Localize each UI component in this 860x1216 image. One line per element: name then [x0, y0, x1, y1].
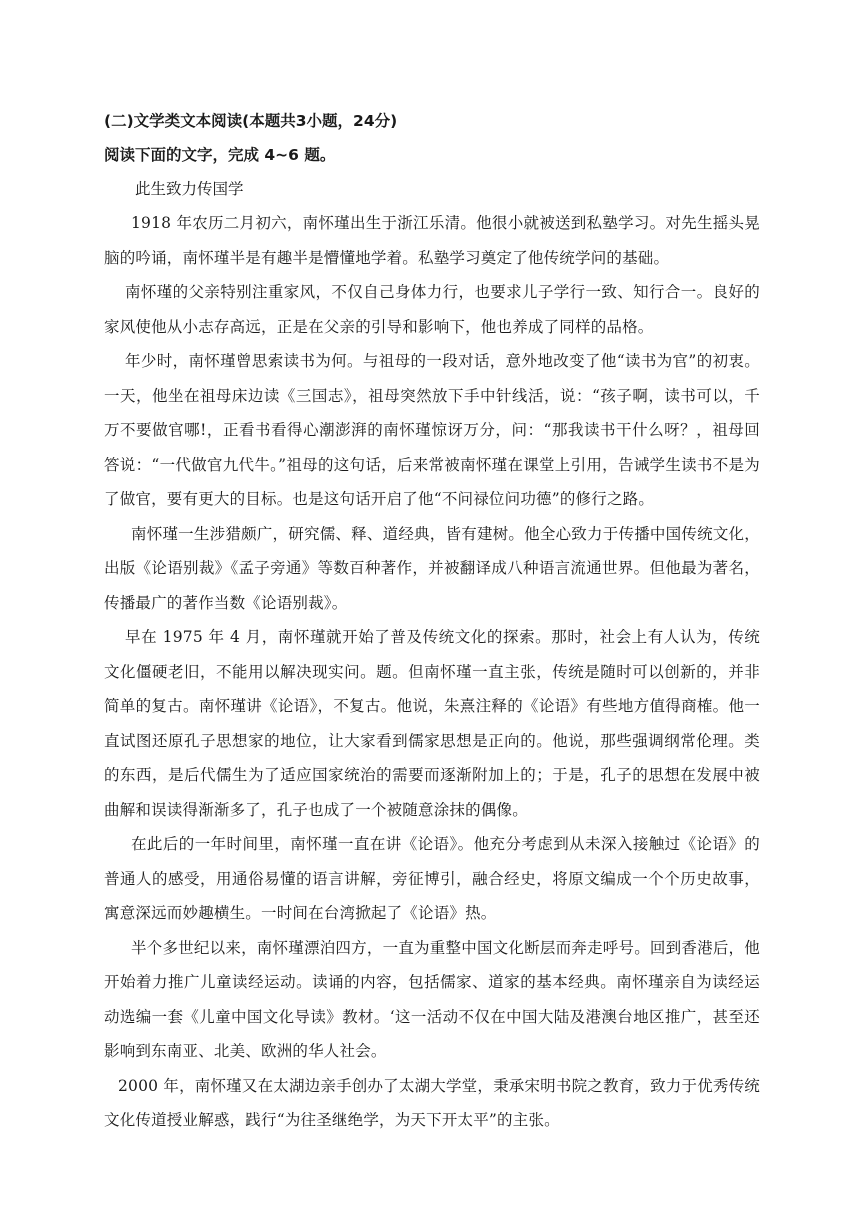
section-heading: (二)文学类文本阅读(本题共3小题，24分) [104, 112, 398, 130]
article-title: 此生致力传国学 [135, 180, 244, 198]
paragraph-lunyu-lectures: 在此后的一年时间里，南怀瑾一直在讲《论语》。他充分考虑到从未深入接触过《论语》的普通人的感受，用通俗易懂的语言讲解，旁征博引，融合经史，将原文编成一个个历史故事，寓意深远而妙趣横生。一时间在台湾掀起了《论语》热。 [104, 835, 760, 922]
paragraph-children-reading: 半个多世纪以来，南怀瑾漂泊四方，一直为重整中国文化断层而奔走呼号。回到香港后，他开始着力推广儿童读经运动。读诵的内容，包括儒家、道家的基本经典。南怀瑾亲自为读经运动选编一套《儿童中国文化导读》教材。‘这一活动不仅在中国大陆及港澳台地区推广，甚至还影响到东南亚、北美、欧洲的华人社会。 [104, 938, 760, 1060]
paragraph-1975: 早在 1975 年 4 月，南怀瑾就开始了普及传统文化的探索。那时，社会上有人认为，传统文化僵硬老旧，不能用以解决现实问。题。但南怀瑾一直主张，传统是随时可以创新的，并非简单的复古。南怀瑾讲《论语》，不复古。他说，朱熹注释的《论语》有些地方值得商榷。他一直试图还原孔子思想家的地位，让大家看到儒家思想是正向的。他说，那些强调纲常伦理。类的东西，是后代儒生为了适应国家统治的需要而逐渐附加上的；于是，孔子的思想在发展中被曲解和误读得渐渐多了，孔子也成了一个被随意涂抹的偶像。 [104, 628, 760, 819]
paragraph-birth: 1918 年农历二月初六，南怀瑾出生于浙江乐清。他很小就被送到私塾学习。对先生摇头晃脑的吟诵，南怀瑾半是有趣半是懵懂地学着。私塾学习奠定了他传统学问的基础。 [104, 214, 760, 267]
paragraph-taihu-academy: 2000 年，南怀瑾又在太湖边亲手创办了太湖大学堂，秉承宋明书院之教育，致力于优秀传统文化传道授业解惑，践行“为往圣继绝学，为天下开太平”的主张。 [104, 1076, 760, 1129]
reading-instruction: 阅读下面的文字，完成 4~6 题。 [104, 146, 336, 164]
paragraph-works: 南怀瑾一生涉猎颇广，研究儒、释、道经典，皆有建树。他全心致力于传播中国传统文化，出版《论语别裁》《孟子旁通》等数百种著作，并被翻译成八种语言流通世界。但他最为著名，传播最广的著作当数《论语别裁》。 [104, 524, 760, 612]
paragraph-grandmother: 年少时，南怀瑾曾思索读书为何。与祖母的一段对话，意外地改变了他“读书为官”的初衷。一天，他坐在祖母床边读《三国志》，祖母突然放下手中针线活，说：“孩子啊，读书可以，千万不要做官哪!，正看书看得心潮澎湃的南怀瑾惊讶万分，问：“那我读书干什么呀？，祖母回答说：“一代做官九代牛。”祖母的这句话，后来常被南怀瑾在课堂上引用，告诫学生读书不是为了做官，要有更大的目标。也是这句话开启了他“不问禄位问功德”的修行之路。 [104, 352, 760, 508]
document-body [104, 104, 760, 1138]
paragraph-family-style: 南怀瑾的父亲特别注重家风，不仅自己身体力行，也要求儿子学行一致、知行合一。良好的家风使他从小志存高远，正是在父亲的引导和影响下，他也养成了同样的品格。 [104, 283, 760, 336]
